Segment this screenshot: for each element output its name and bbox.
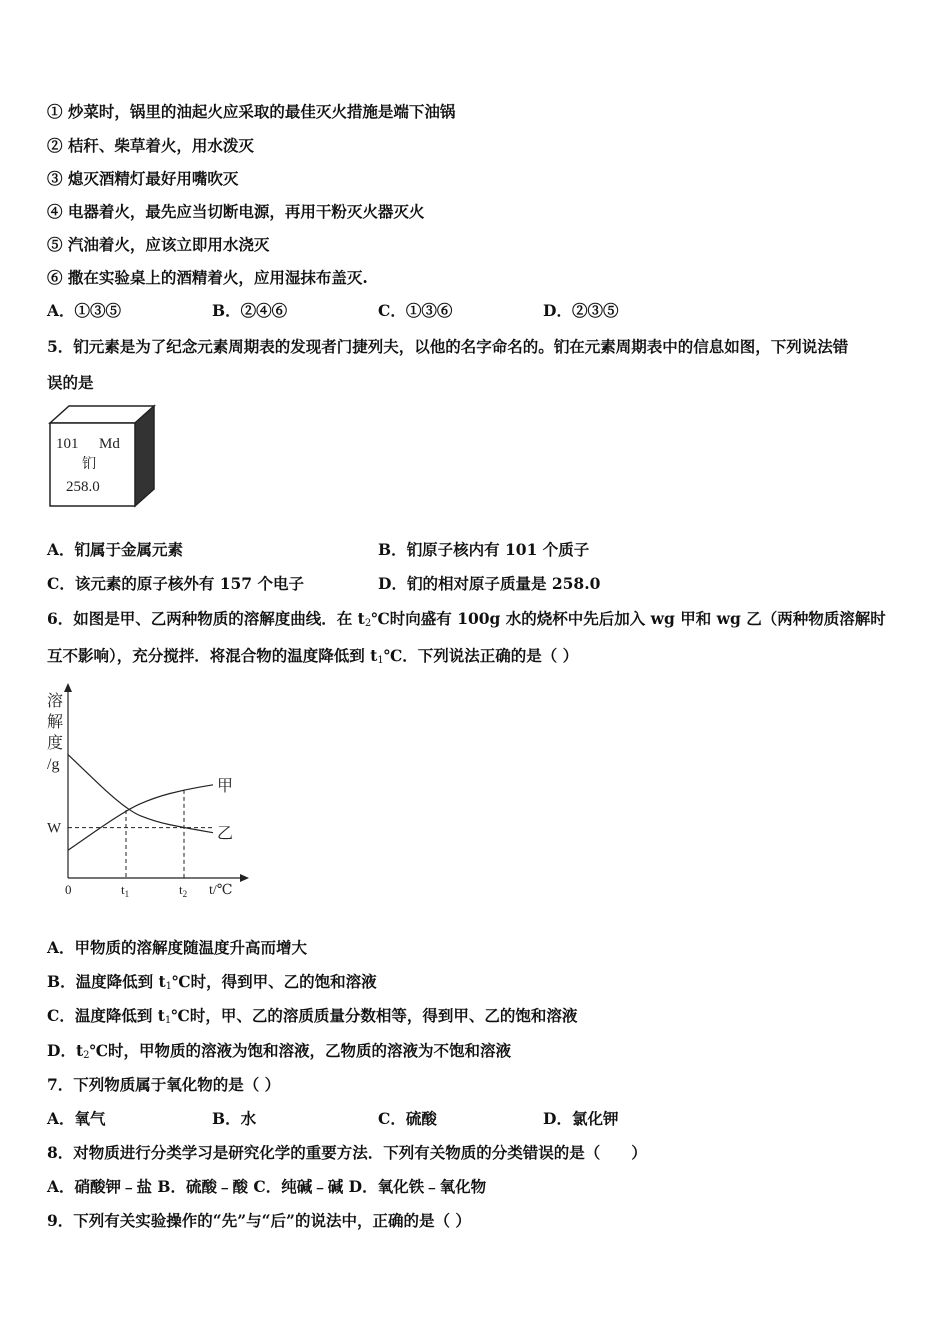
q4-statement-6: ⑥ 撒在实验桌上的酒精着火，应用湿抹布盖灭. xyxy=(47,268,368,287)
series-line-yi xyxy=(68,755,213,833)
element-symbol: Md xyxy=(99,436,120,452)
q7-option-d: D．氯化钾 xyxy=(543,1109,619,1128)
q5-option-c: C．该元素的原子核外有 157 个电子 xyxy=(47,574,304,593)
y-axis-arrow xyxy=(64,683,72,692)
element-atomic-mass: 258.0 xyxy=(66,479,100,495)
q4-statement-1: ① 炒菜时，锅里的油起火应采取的最佳灭火措施是端下油锅 xyxy=(47,102,456,121)
q5-stem-line2: 误的是 xyxy=(47,373,94,392)
element-tile-figure xyxy=(47,403,157,508)
y-axis-label-char: /g xyxy=(47,756,60,773)
q4-option-a: A．①③⑤ xyxy=(47,301,122,320)
q4-option-c: C．①③⑥ xyxy=(378,301,453,320)
q6-option-b: B．温度降低到 $t_1℃$时，得到甲、乙的饱和溶液 xyxy=(47,972,377,992)
series-line-jia xyxy=(68,785,213,850)
q6-option-d: D．$t_2℃$时，甲物质的溶液为饱和溶液，乙物质的溶液为不饱和溶液 xyxy=(47,1041,512,1061)
y-axis-label-char: 解 xyxy=(47,714,64,731)
q5-option-b: B．钔原子核内有 101 个质子 xyxy=(378,540,590,559)
series-label-jia: 甲 xyxy=(217,777,234,795)
solubility-chart xyxy=(44,680,254,902)
q6-option-a: A．甲物质的溶解度随温度升高而增大 xyxy=(47,938,308,957)
q8-stem: 8．对物质进行分类学习是研究化学的重要方法．下列有关物质的分类错误的是（ ） xyxy=(47,1143,647,1162)
y-axis-label-char: 溶 xyxy=(47,693,64,710)
x-tick-label-t1: $t_1$ xyxy=(121,882,130,899)
q4-statement-3: ③ 熄灭酒精灯最好用嘴吹灭 xyxy=(47,169,239,188)
q4-option-d: D．②③⑤ xyxy=(543,301,619,320)
q9-stem: 9．下列有关实验操作的“先”与“后”的说法中，正确的是（ ） xyxy=(47,1211,471,1230)
q7-option-b: B．水 xyxy=(212,1109,257,1128)
q4-option-b: B．②④⑥ xyxy=(212,301,288,320)
q7-stem: 7．下列物质属于氧化物的是（ ） xyxy=(47,1075,281,1094)
q5-stem-line1: 5．钔元素是为了纪念元素周期表的发现者门捷列夫，以他的名字命名的。钔在元素周期表中的信息如图，下列说法错 xyxy=(47,337,849,356)
q6-stem-line2: 互不影响），充分搅拌．将混合物的温度降低到 $t_1℃$．下列说法正确的是（ ） xyxy=(47,646,579,666)
origin-label: 0 xyxy=(65,882,72,897)
q7-option-a: A．氧气 xyxy=(47,1109,106,1128)
q4-statement-2: ② 桔秆、柴草着火，用水泼灭 xyxy=(47,136,254,155)
x-tick-label-t2: $t_2$ xyxy=(179,882,188,899)
x-axis-arrow xyxy=(240,874,249,882)
q8-options: A．硝酸钾﹣盐 B．硫酸﹣酸 C．纯碱﹣碱 D．氧化铁﹣氧化物 xyxy=(47,1177,487,1196)
q4-statement-5: ⑤ 汽油着火，应该立即用水浇灭 xyxy=(47,235,270,254)
element-atomic-number: 101 xyxy=(56,436,79,452)
x-axis-label: t/℃ xyxy=(209,883,233,898)
q4-statement-4: ④ 电器着火，最先应当切断电源，再用干粉灭火器灭火 xyxy=(47,202,425,221)
y-tick-label-w: W xyxy=(47,820,62,837)
series-label-yi: 乙 xyxy=(217,825,234,843)
q6-stem-line1: 6．如图是甲、乙两种物质的溶解度曲线．在 $t_2℃$时向盛有 100g 水的烧杯中先后加入 wg 甲和 wg 乙（两种物质溶解时 xyxy=(47,609,886,629)
q6-option-c: C．温度降低到 $t_1℃$时，甲、乙的溶质质量分数相等，得到甲、乙的饱和溶液 xyxy=(47,1006,578,1026)
q7-option-c: C．硫酸 xyxy=(378,1109,437,1128)
element-name: 钔 xyxy=(82,457,96,472)
q5-option-d: D．钔的相对原子质量是 258.0 xyxy=(378,574,601,593)
y-axis-label-char: 度 xyxy=(47,735,64,752)
q5-option-a: A．钔属于金属元素 xyxy=(47,540,184,559)
